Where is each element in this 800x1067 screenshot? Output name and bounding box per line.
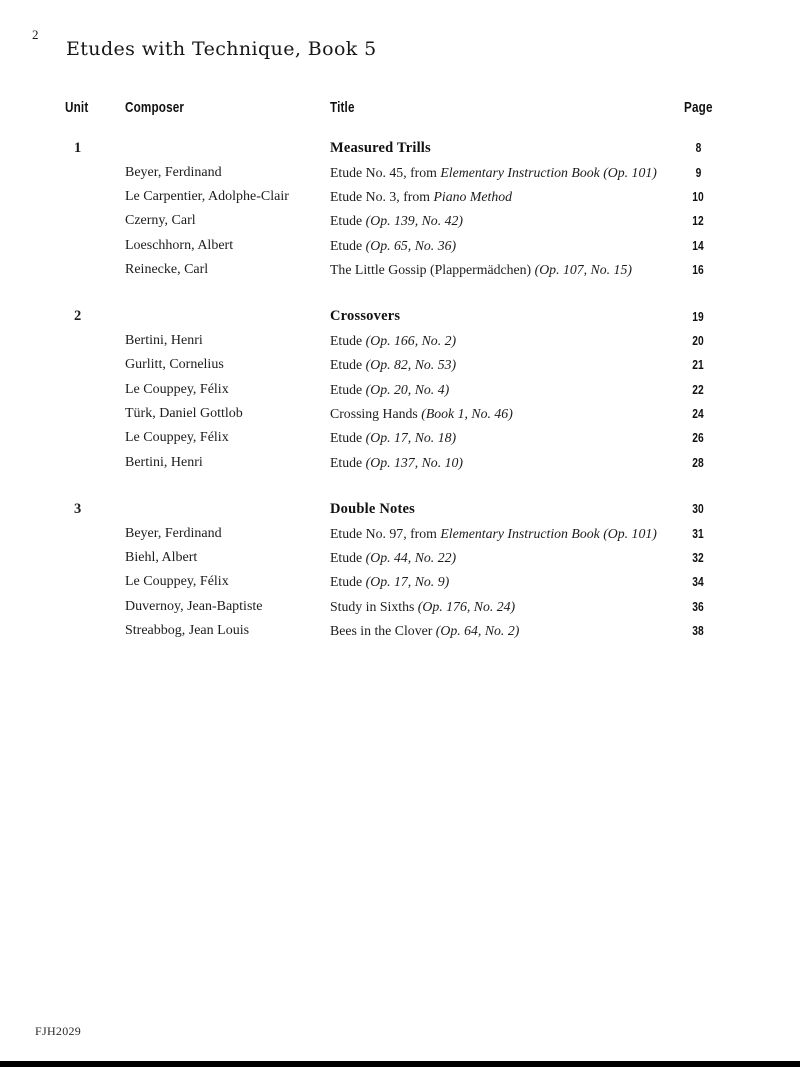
title-italic-text: (Op. 64, No. 2) bbox=[435, 623, 520, 639]
title-cell bbox=[330, 262, 670, 278]
title-plain-text: The Little Gossip (Plappermädchen) bbox=[330, 262, 535, 278]
toc-row bbox=[65, 570, 765, 594]
title-plain-text: Etude bbox=[330, 237, 366, 253]
page-number-value: 10 bbox=[692, 189, 704, 204]
composer-cell: Duvernoy, Jean-Baptiste bbox=[125, 598, 263, 614]
composer-column-header-cell bbox=[125, 99, 330, 117]
page-number-value: 20 bbox=[692, 333, 704, 348]
page-bottom-edge bbox=[0, 1061, 800, 1067]
page-number-value: 12 bbox=[692, 214, 704, 229]
title-cell bbox=[330, 238, 670, 254]
section-title: Measured Trills bbox=[330, 139, 431, 156]
title-plain-text: Crossing Hands bbox=[330, 406, 422, 422]
toc-row bbox=[65, 402, 765, 426]
section-header-row bbox=[65, 304, 765, 328]
page-cell bbox=[670, 573, 726, 591]
page-cell bbox=[670, 188, 726, 206]
page-cell bbox=[670, 622, 726, 640]
page-number-value: 30 bbox=[692, 502, 704, 517]
title-plain-text: Etude No. 45, from bbox=[330, 164, 441, 180]
page-number-value: 9 bbox=[695, 165, 701, 180]
page-number-value: 24 bbox=[692, 407, 704, 422]
title-italic-text: (Op. 139, No. 42) bbox=[365, 213, 463, 229]
toc-row bbox=[65, 378, 765, 402]
title-plain-text: Etude bbox=[330, 332, 366, 348]
title-plain-text: Etude No. 3, from bbox=[330, 188, 434, 204]
section-page-cell bbox=[670, 308, 726, 326]
title-italic-text: (Op. 17, No. 18) bbox=[365, 430, 457, 446]
unit-column-header-cell bbox=[65, 99, 125, 117]
page-number-value: 36 bbox=[692, 599, 704, 614]
unit-number: 1 bbox=[74, 139, 82, 156]
title-plain-text: Etude bbox=[330, 357, 366, 373]
section-header-row bbox=[65, 136, 765, 160]
toc-row bbox=[65, 595, 765, 619]
title-cell bbox=[330, 599, 670, 615]
toc-row bbox=[65, 234, 765, 258]
composer-cell: Le Couppey, Félix bbox=[125, 430, 229, 446]
toc-body bbox=[65, 136, 765, 643]
page-number-value: 22 bbox=[692, 382, 704, 397]
title-cell bbox=[330, 213, 670, 229]
title-cell bbox=[330, 574, 670, 590]
page-number-value: 32 bbox=[692, 551, 704, 566]
title-italic-text: (Op. 137, No. 10) bbox=[365, 454, 463, 470]
composer-column-header: Composer bbox=[125, 99, 185, 116]
title-italic-text: (Op. 176, No. 24) bbox=[417, 598, 516, 614]
page-number-value: 38 bbox=[692, 624, 704, 639]
toc-section bbox=[65, 304, 765, 475]
composer-cell: Beyer, Ferdinand bbox=[125, 525, 222, 541]
page-cell bbox=[670, 598, 726, 616]
title-cell bbox=[330, 357, 670, 373]
title-cell bbox=[330, 333, 670, 349]
page-cell bbox=[670, 356, 726, 374]
title-italic-text: (Op. 107, No. 15) bbox=[534, 262, 632, 278]
toc-table bbox=[65, 99, 765, 643]
toc-row bbox=[65, 619, 765, 643]
page-cell bbox=[670, 237, 726, 255]
composer-cell: Le Couppey, Félix bbox=[125, 574, 229, 590]
unit-number: 3 bbox=[74, 500, 82, 517]
title-italic-text: (Book 1, No. 46) bbox=[421, 406, 513, 422]
section-title: Double Notes bbox=[330, 500, 415, 517]
page-cell bbox=[670, 549, 726, 567]
composer-cell: Le Carpentier, Adolphe-Clair bbox=[125, 188, 289, 204]
composer-cell: Biehl, Albert bbox=[125, 550, 198, 566]
title-plain-text: Bees in the Clover bbox=[330, 623, 436, 639]
title-italic-text: (Op. 44, No. 22) bbox=[365, 550, 457, 566]
toc-row bbox=[65, 209, 765, 233]
title-italic-text: (Op. 20, No. 4) bbox=[365, 381, 450, 397]
page-cell bbox=[670, 429, 726, 447]
title-italic-text: (Op. 17, No. 9) bbox=[365, 574, 450, 590]
toc-row bbox=[65, 258, 765, 282]
page-cell bbox=[670, 164, 726, 182]
composer-cell: Bertini, Henri bbox=[125, 332, 203, 348]
composer-cell: Streabbog, Jean Louis bbox=[125, 623, 250, 639]
page-number-value: 34 bbox=[692, 575, 704, 590]
title-cell bbox=[330, 382, 670, 398]
title-plain-text: Etude bbox=[330, 213, 366, 229]
page-column-header-cell bbox=[670, 99, 726, 117]
title-cell bbox=[330, 430, 670, 446]
toc-section bbox=[65, 497, 765, 643]
title-italic-text: (Op. 166, No. 2) bbox=[365, 332, 457, 348]
title-cell bbox=[330, 165, 670, 181]
title-cell bbox=[330, 406, 670, 422]
composer-cell: Le Couppey, Félix bbox=[125, 381, 229, 397]
composer-cell: Bertini, Henri bbox=[125, 454, 203, 470]
unit-number: 2 bbox=[74, 308, 82, 325]
toc-row bbox=[65, 546, 765, 570]
title-italic-text: Piano Method bbox=[433, 188, 513, 204]
page-cell bbox=[670, 332, 726, 350]
title-cell bbox=[330, 550, 670, 566]
composer-cell: Beyer, Ferdinand bbox=[125, 164, 222, 180]
book-title: Etudes with Technique, Book 5 bbox=[66, 38, 377, 60]
page-number-value: 28 bbox=[692, 455, 704, 470]
toc-row bbox=[65, 451, 765, 475]
page-number-value: 14 bbox=[692, 238, 704, 253]
page-cell bbox=[670, 381, 726, 399]
title-italic-text: Elementary Instruction Book (Op. 101) bbox=[440, 525, 657, 541]
title-plain-text: Etude bbox=[330, 550, 366, 566]
title-italic-text: (Op. 82, No. 53) bbox=[365, 357, 457, 373]
composer-cell: Türk, Daniel Gottlob bbox=[125, 406, 243, 422]
title-column-header: Title bbox=[330, 99, 355, 116]
page-number-value: 19 bbox=[692, 309, 704, 324]
section-header-row bbox=[65, 497, 765, 521]
composer-cell: Gurlitt, Cornelius bbox=[125, 357, 224, 373]
page-number-value: 16 bbox=[692, 263, 704, 278]
toc-header-row bbox=[65, 99, 765, 115]
title-plain-text: Etude bbox=[330, 574, 366, 590]
title-italic-text: (Op. 65, No. 36) bbox=[365, 237, 457, 253]
composer-cell: Czerny, Carl bbox=[125, 213, 196, 229]
page-cell bbox=[670, 212, 726, 230]
toc-row bbox=[65, 353, 765, 377]
page-number: 2 bbox=[32, 27, 39, 42]
title-cell bbox=[330, 189, 670, 205]
page-number-value: 8 bbox=[695, 141, 701, 156]
title-cell bbox=[330, 526, 670, 542]
title-plain-text: Etude bbox=[330, 381, 366, 397]
toc-row bbox=[65, 426, 765, 450]
page-cell bbox=[670, 261, 726, 279]
toc-section bbox=[65, 136, 765, 282]
title-plain-text: Study in Sixths bbox=[330, 598, 418, 614]
composer-cell: Reinecke, Carl bbox=[125, 262, 209, 278]
composer-cell: Loeschhorn, Albert bbox=[125, 237, 234, 253]
page-number-value: 26 bbox=[692, 431, 704, 446]
toc-row bbox=[65, 329, 765, 353]
title-plain-text: Etude bbox=[330, 454, 366, 470]
page-cell bbox=[670, 454, 726, 472]
page-number-value: 21 bbox=[692, 358, 704, 373]
page-cell bbox=[670, 405, 726, 423]
title-italic-text: Elementary Instruction Book (Op. 101) bbox=[440, 164, 657, 180]
page-cell bbox=[670, 525, 726, 543]
title-plain-text: Etude bbox=[330, 430, 366, 446]
toc-row bbox=[65, 185, 765, 209]
page-column-header: Page bbox=[683, 99, 713, 116]
unit-column-header: Unit bbox=[65, 99, 89, 116]
title-cell bbox=[330, 455, 670, 471]
title-column-header-cell bbox=[330, 99, 670, 117]
title-plain-text: Etude No. 97, from bbox=[330, 525, 441, 541]
section-page-cell bbox=[670, 500, 726, 518]
section-title: Crossovers bbox=[330, 308, 401, 325]
section-page-cell bbox=[670, 139, 726, 157]
title-cell bbox=[330, 623, 670, 639]
page-number-value: 31 bbox=[692, 526, 704, 541]
toc-row bbox=[65, 160, 765, 184]
catalog-number: FJH2029 bbox=[35, 1024, 82, 1038]
toc-row bbox=[65, 521, 765, 545]
